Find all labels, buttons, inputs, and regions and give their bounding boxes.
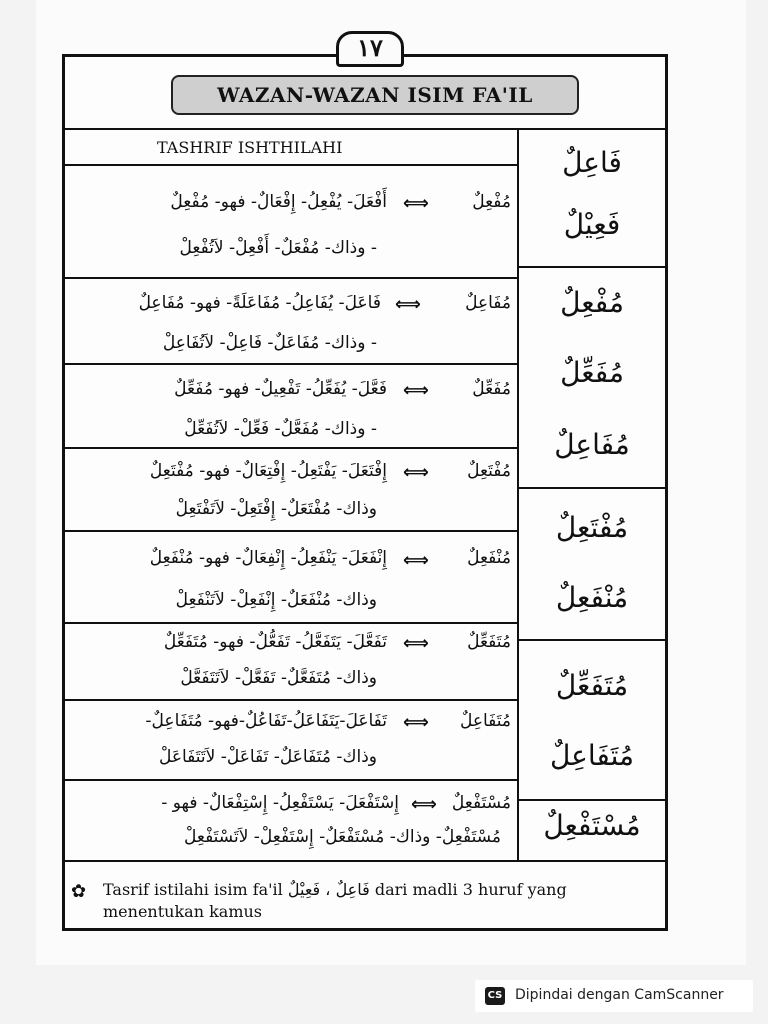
row-line-1: إِفْتَعَلَ- يَفْتَعِلُ- إِفْتِعَالٌ- فهو- مُفْتَعِلٌ (149, 461, 387, 481)
wazan-label: مُتَفَعِّلٌ (555, 669, 629, 702)
tashrif-row (65, 781, 517, 860)
camscanner-logo-icon: CS (485, 987, 505, 1005)
flower-bullet-icon: ✿ (71, 881, 87, 902)
row-line-1: فَعَّلَ- يُفَعِّلُ- تَفْعِيلٌ- فهو- مُفَعِّلٌ (174, 379, 387, 399)
tashrif-row (65, 166, 517, 279)
row-line-2: وذاك- مُفْتَعَلٌ- إِفْتَعِلْ- لاَتَفْتَعِلْ (175, 499, 377, 519)
wazan-label: مُتَفَاعِلٌ (549, 739, 635, 772)
tashrif-row (65, 532, 517, 624)
wazan-label: مُفْعِلٌ (560, 286, 624, 319)
wazan-group (519, 489, 665, 641)
footer-arabic-1: فَاعِلٌ (335, 880, 370, 899)
content-frame (62, 54, 668, 931)
wazan-label: فَعِيْلٌ (563, 208, 621, 241)
tashrif-row (65, 365, 517, 449)
wazan-group (519, 641, 665, 801)
row-line-1: إِنْفَعَلَ- يَنْفَعِلُ- إِنْفِعَالٌ- فهو- مُنْفَعِلٌ (149, 548, 387, 568)
wazan-column (519, 128, 665, 860)
tashrif-column (65, 128, 519, 860)
double-arrow-icon: ⟺ (395, 294, 421, 315)
wazan-label: مُسْتَفْعِلٌ (543, 809, 641, 842)
row-wazan: مُتَفَعِّلٌ (467, 632, 511, 652)
title-section (65, 57, 665, 130)
double-arrow-icon: ⟺ (403, 380, 429, 401)
footer-text-before: Tasrif istilahi isim fa'il (103, 880, 283, 899)
double-arrow-icon: ⟺ (411, 794, 437, 815)
row-wazan: مُفْعِلٌ (472, 192, 511, 212)
page-number: ١٧ (336, 31, 404, 67)
column-header: TASHRIF ISHTHILAHI (65, 128, 517, 166)
footer-text-after: dari madli 3 huruf yang menentukan kamus (103, 880, 567, 921)
wazan-label: فَاعِلٌ (562, 146, 622, 179)
footer-arabic-2: فَعِيْلٌ (287, 880, 321, 899)
footer-note (65, 860, 665, 930)
row-line-1: إِسْتَفْعَلَ- يَسْتَفْعِلُ- إِسْتِفْعَالٌ- فهو - (161, 793, 399, 813)
row-line-2: وذاك- مُنْفَعَلٌ- إِنْفَعِلْ- لاَتَنْفَعِلْ (175, 590, 377, 610)
double-arrow-icon: ⟺ (403, 550, 429, 571)
wazan-label: مُفَاعِلٌ (554, 428, 630, 461)
row-line-1: أَفْعَلَ- يُفْعِلُ- إِفْعَالٌ- فهو- مُفْعِلٌ (170, 192, 387, 212)
row-wazan: مُفْتَعِلٌ (467, 461, 511, 481)
wazan-group (519, 268, 665, 489)
footer-separator: ، (325, 880, 331, 899)
wazan-group (519, 128, 665, 268)
double-arrow-icon: ⟺ (403, 633, 429, 654)
tashrif-row (65, 449, 517, 532)
double-arrow-icon: ⟺ (403, 193, 429, 214)
footer-text (103, 879, 643, 923)
tashrif-row (65, 279, 517, 365)
row-line-2: مُسْتَفْعِلٌ- وذاك- مُسْتَفْعَلٌ- إِسْتَفْعِلْ- لاَتَسْتَفْعِلْ (184, 827, 501, 847)
tashrif-row (65, 624, 517, 701)
scanner-text: Dipindai dengan CamScanner (515, 987, 724, 1003)
row-line-2: وذاك- مُتَفَاعَلٌ- تَفَاعَلْ- لاَتَتَفَاعَلْ (158, 747, 377, 767)
wazan-label: مُفْتَعِلٌ (555, 511, 629, 544)
row-line-2: وذاك- مُتَفَعَّلٌ- تَفَعَّلْ- لاَتَتَفَعَّلْ (180, 668, 377, 688)
wazan-label: مُنْفَعِلٌ (555, 581, 629, 614)
row-line-2: - وذاك- مُفْعَلٌ- أَفْعِلْ- لاَتُفْعِلْ (179, 238, 377, 258)
row-line-1: تَفَعَّلَ- يَتَفَعَّلُ- تَفَعُّلٌ- فهو- مُتَفَعِّلٌ (163, 632, 387, 652)
row-wazan: مُفَعِّلٌ (472, 379, 511, 399)
row-wazan: مُتَفَاعِلٌ (459, 711, 511, 731)
row-line-1: فَاعَلَ- يُفَاعِلُ- مُفَاعَلَةً- فهو- مُفَاعِلٌ (138, 293, 381, 313)
wazan-group (519, 801, 665, 860)
row-line-2: - وذاك- مُفَاعَلٌ- فَاعِلْ- لاَتُفَاعِلْ (162, 333, 377, 353)
page-title: WAZAN-WAZAN ISIM FA'IL (171, 75, 579, 115)
double-arrow-icon: ⟺ (403, 462, 429, 483)
row-wazan: مُفَاعِلٌ (465, 293, 511, 313)
wazan-label: مُفَعِّلٌ (560, 356, 624, 389)
double-arrow-icon: ⟺ (403, 712, 429, 733)
tashrif-row (65, 701, 517, 781)
row-wazan: مُسْتَفْعِلٌ (451, 793, 511, 813)
row-line-1: تَفَاعَلَ-يَتَفَاعَلُ-تَفَاعُلٌ-فهو- مُتَفَاعِلٌ- (145, 711, 387, 731)
row-line-2: - وذاك- مُفَعَّلٌ- فَعِّلْ- لاَتُفَعِّلْ (184, 419, 377, 439)
row-wazan: مُنْفَعِلٌ (467, 548, 511, 568)
scanner-watermark (475, 980, 753, 1012)
